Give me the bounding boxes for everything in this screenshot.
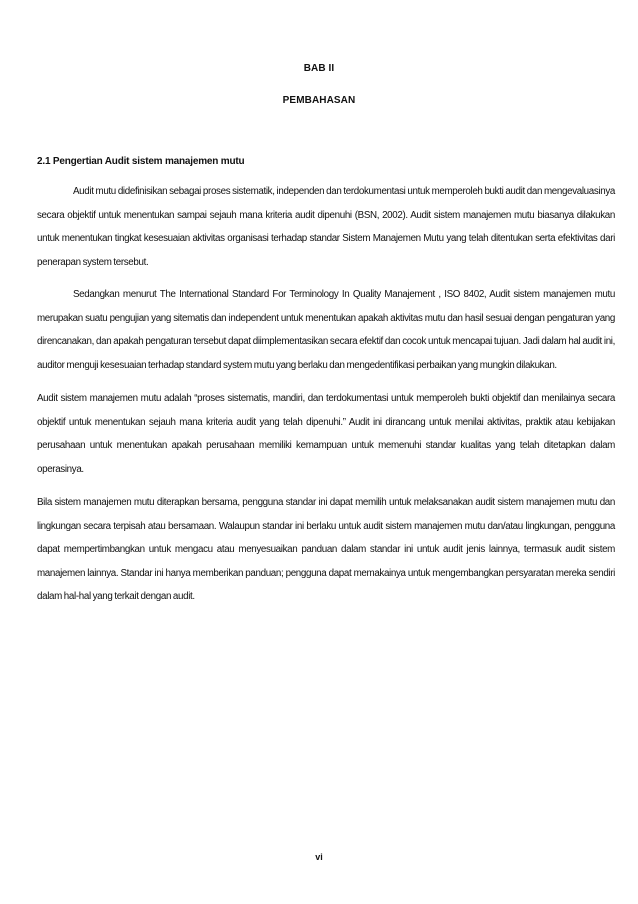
paragraph-iso-8402-definition: Sedangkan menurut The International Standard For Terminology In Quality Manajement , ISO 8402, Audit sistem manajemen mutu merupakan suatu pengujian yang sitematis dan independent untuk menentukan apakah aktivitas mutu dan hasil sesuai dengan pengaturan yang direncanakan, dan apakah pengaturan tersebut dapat diimplementasikan secara efektif dan cocok untuk mencapai tujuan. Jadi dalam hal audit ini, auditor menguji kesesuaian terhadap standard system mutu yang berlaku dan mengedentifikasi perbaikan yang mungkin dilakukan.: [37, 289, 615, 371]
body-text: [37, 180, 615, 619]
section-heading: 2.1 Pengertian Audit sistem manajemen mutu: [37, 156, 245, 167]
page-number: vi: [315, 852, 323, 862]
chapter-title: PEMBAHASAN: [282, 95, 356, 106]
chapter-number: BAB II: [303, 63, 335, 74]
paragraph-audit-process: Audit sistem manajemen mutu adalah “proses sistematis, mandiri, dan terdokumentasi untuk memperoleh bukti objektif dan menilainya secara objektif untuk menentukan sejauh mana kriteria audit yang telah dipenuhi.” Audit ini dirancang untuk menilai aktivitas, praktik atau kebijakan perusahaan untuk menentukan apakah perusahaan memiliki kemampuan untuk memenuhi standar kualitas yang telah ditetapkan dalam operasinya.: [37, 393, 615, 475]
paragraph-standard-usage: Bila sistem manajemen mutu diterapkan bersama, pengguna standar ini dapat memilih untuk melaksanakan audit sistem manajemen mutu dan lingkungan secara terpisah atau bersamaan. Walaupun standar ini berlaku untuk audit sistem manajemen mutu dan/atau lingkungan, pengguna dapat mempertimbangkan untuk mengacu atau menyesuaikan panduan dalam standar ini untuk audit jenis lainnya, termasuk audit sistem manajemen lainnya. Standar ini hanya memberikan panduan; pengguna dapat memakainya untuk mengembangkan persyaratan mereka sendiri dalam hal-hal yang terkait dengan audit.: [37, 497, 615, 602]
paragraph-audit-mutu-definition: Audit mutu didefinisikan sebagai proses sistematik, independen dan terdokumentasi untuk memperoleh bukti audit dan mengevaluasinya secara objektif untuk menentukan sampai sejauh mana kriteria audit dipenuhi (BSN, 2002). Audit sistem manajemen mutu biasanya dilakukan untuk menentukan tingkat kesesuaian aktivitas organisasi terhadap standar Sistem Manajemen Mutu yang telah ditentukan serta efektivitas dari penerapan system tersebut.: [37, 186, 615, 268]
